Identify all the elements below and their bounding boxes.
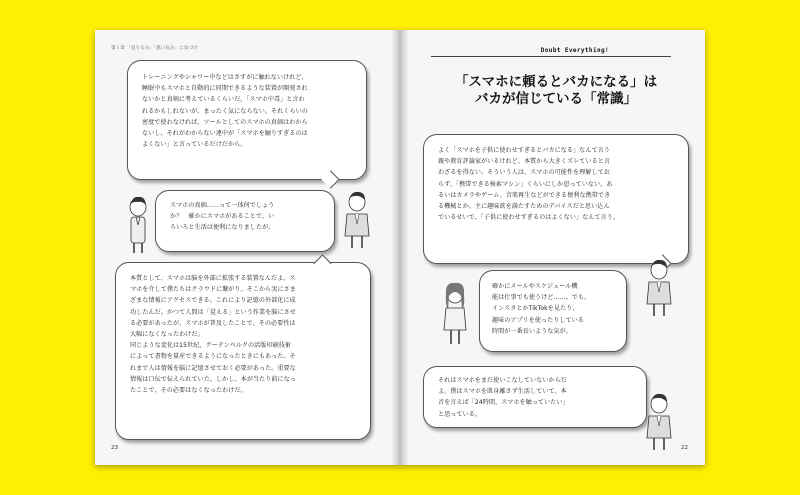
bubble-line: ないかと真剣に考えているくらいだ。「スマホ中毒」と言わ <box>142 96 305 104</box>
bubble-line: れまで人は情報を脳に記憶させておく必要があった。重要な <box>130 364 296 372</box>
right-page <box>401 30 705 465</box>
bubble-line: 音を言えば「24時間、スマホを触っていたい」 <box>438 399 569 407</box>
bubble-line: でいるせいで、「子供に使わせすぎるのはよくない」なんて言う。 <box>438 214 619 222</box>
bubble-line: ざまな情報にアクセスできる。これにより記憶の外部化に成 <box>130 297 296 305</box>
speech-bubble-6 <box>423 366 647 428</box>
bubble-line: 功したんだ。かつて人間は「覚える」という作業を脳にさせ <box>130 308 296 316</box>
businessman-illustration <box>339 190 375 250</box>
bubble-text <box>492 281 614 337</box>
page-number-left: 23 <box>111 445 118 451</box>
open-book <box>95 30 705 465</box>
young-woman-illustration <box>437 280 473 346</box>
section-title <box>421 74 691 108</box>
bubble-line: れるかもしれないが、まったく気にならない。それくらいの <box>142 107 308 115</box>
running-head-right <box>431 48 671 57</box>
bubble-line: ろいろと生活は便利になりましたが。 <box>170 224 275 232</box>
bubble-line: よくない」と言っているだけだから。 <box>142 141 247 149</box>
bubble-line: る機械とか。主に趣味欲を満たすためのデバイスだと思い込ん <box>438 203 610 211</box>
running-head-text: Doubt Everything! <box>540 47 609 54</box>
bubble-line: マホを介して僕たちはクラウドに繋がり、そこから実にさま <box>130 286 296 294</box>
businessman-illustration <box>641 392 677 452</box>
bubble-line: によって書物を量産できるようになったときにもあった。そ <box>130 353 296 361</box>
bubble-line: らず、「携帯できる検索マシン」くらいにしか思っていない。あ <box>438 180 613 188</box>
speech-bubble-2 <box>155 190 335 252</box>
bubble-line: 大幅になくなったわけだ。 <box>130 331 204 339</box>
bubble-line: 時間が一番長いような気が。 <box>492 327 572 335</box>
bubble-text <box>438 375 632 420</box>
bubble-line: よく「スマホを子供に使わせすぎるとバカになる」なんて言う <box>438 147 610 154</box>
bubble-line: ないし、それがわからない連中が「スマホを触りすぎるのは <box>142 130 308 138</box>
book-gutter <box>391 30 409 465</box>
bubble-line: よ。僕はスマホを肌身離さず生活していて、本 <box>438 388 567 396</box>
running-head-left: 第１章 「見りるみ」「思い込み」に気づけ <box>111 46 198 51</box>
bubble-line: 親や教育評論家がいるけれど、本質から大きくズレていると言 <box>438 158 611 166</box>
bubble-line: と思っている。 <box>438 410 482 418</box>
bubble-line: 睡眠中もスマホと自動的に同期できるような装置が開発され <box>142 85 308 93</box>
bubble-line: 能は仕事でも使うけど……。でも、 <box>492 294 591 302</box>
bubble-line: インスタとかTikTokを見たり、 <box>492 305 579 313</box>
bubble-text <box>130 273 356 396</box>
bubble-line: それはスマホをまだ使いこなしていないからだ <box>438 377 567 384</box>
bubble-line: る必要があったが、スマホが普及したことで、その必要性は <box>130 319 296 327</box>
bubble-line: わざるを得ない。そういう人は、スマホの可能性を理解してお <box>438 169 610 177</box>
speech-bubble-1 <box>127 60 367 180</box>
bubble-line: か？ 確かにスマホがあることで、い <box>170 213 275 221</box>
bubble-line: 本質として、スマホは脳を外部に拡張する装置なんだよ。ス <box>130 275 296 282</box>
bubble-line: るいはカメラやゲーム、音楽再生などができる便利な携帯でき <box>438 191 611 199</box>
bubble-line: 密度で使わなければ、ツールとしてのスマホの真価はわから <box>142 118 308 126</box>
bubble-line: 趣味のアプリを使ったりしている <box>492 316 584 324</box>
bubble-text <box>142 72 352 150</box>
young-man-illustration <box>123 195 153 255</box>
speech-bubble-5 <box>479 270 627 352</box>
bubble-tail <box>313 254 331 272</box>
page-number-right: 22 <box>681 445 688 451</box>
title-line-2: バカが信じている「常識」 <box>475 91 637 107</box>
bubble-line: トレーニングやシャワー中などはさすがに触れないけれど、 <box>142 74 308 81</box>
speech-bubble-3 <box>115 262 371 440</box>
left-page <box>95 30 399 465</box>
businessman-illustration <box>641 258 677 318</box>
speech-bubble-4 <box>423 134 689 264</box>
bubble-line: たことで、その必要はなくなったわけだ。 <box>130 387 247 395</box>
title-line-1: 「スマホに頼るとバカになる」は <box>454 74 658 90</box>
bubble-line: 確かにメールやスケジュール機 <box>492 283 578 290</box>
bubble-line: スマホの真価……って一体何でしょう <box>170 202 275 209</box>
bubble-text <box>438 145 674 223</box>
bubble-text <box>170 200 320 234</box>
bubble-line: 同じような変化は15世紀、グーテンベルクの活版印刷技術 <box>130 342 292 350</box>
bubble-line: 情報は口伝で伝えられていた。しかし、本が当たり前になっ <box>130 375 296 383</box>
bubble-tail <box>321 170 339 188</box>
